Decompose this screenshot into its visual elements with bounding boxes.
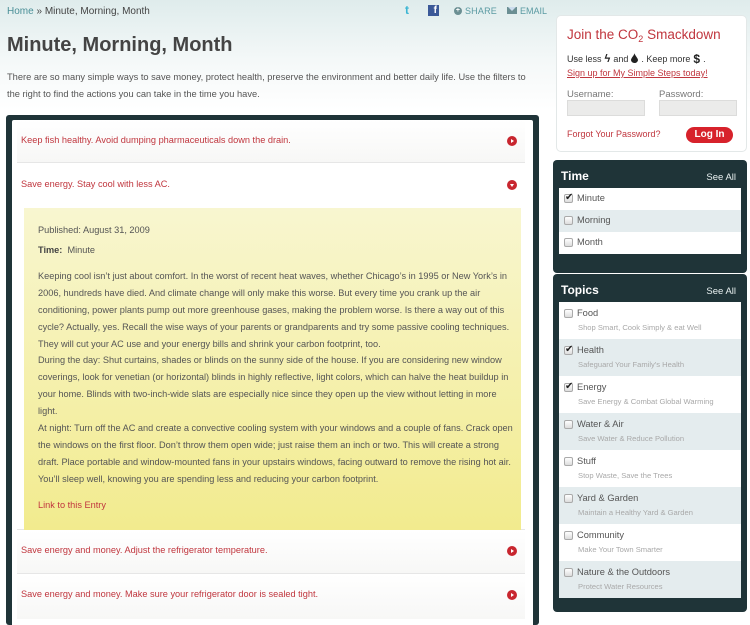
time-options [559, 188, 741, 254]
detail-paragraph: Keeping cool isn’t just about comfort. In the worst of recent heat waves, whether Chicago’s in 1995 or New York’s in 2006, hundreds have died. And climate change will only make this worse. But every time you crank up the air conditioning, power plants pump out more greenhouse gases, making the problem worse. Is there a way out of this cycle? Actually, yes. Recall the wise ways of your parents or grandparents and try some passive cooling techniques. They will cut your AC use and your energy bills and shrink your carbon footprint, too. [38, 271, 510, 350]
option-subtitle: Shop Smart, Cook Simply & eat Well [578, 323, 702, 332]
login-button[interactable]: Log In [686, 127, 733, 143]
option-label: Water & Air [577, 419, 624, 429]
join-smackdown-title [567, 27, 721, 44]
option-label: Month [577, 237, 603, 247]
title-subscript: 2 [638, 34, 644, 44]
username-input[interactable] [567, 100, 645, 116]
page-title: Minute, Morning, Month [7, 34, 233, 56]
option-subtitle: Maintain a Healthy Yard & Garden [578, 508, 693, 517]
topic-option-stuff[interactable] [559, 450, 741, 487]
share-label: SHARE [464, 5, 497, 16]
list-item[interactable] [17, 574, 525, 619]
option-label: Stuff [577, 456, 596, 466]
see-all-link[interactable]: See All [706, 172, 736, 183]
time-filter-panel [553, 160, 747, 273]
panel-header [559, 160, 741, 188]
lightning-bolt-icon: ϟ [604, 53, 611, 65]
share-plus-icon: + [455, 6, 461, 14]
expand-arrow-icon[interactable] [507, 590, 517, 600]
option-label: Health [577, 345, 604, 355]
topic-option-food[interactable] [559, 302, 741, 339]
time-value: Minute [67, 245, 96, 255]
share-button[interactable] [454, 6, 497, 16]
password-label: Password: [659, 89, 704, 100]
expand-arrow-icon[interactable] [507, 546, 517, 556]
actions-list-frame [6, 115, 539, 625]
detail-paragraph: At night: Turn off the AC and create a convective cooling system with your windows and a couple of fans. Crack open the windows on the first floor. Don’t throw them open wide; just raise them an inch or two. This will create a strong draft. Place portable and window-mounted fans in your upstairs windows, facing outward to remove the rising hot air. You’ll sleep well, knowing you are spending less and reducing your carbon footprint. [38, 423, 513, 485]
option-label: Minute [577, 193, 605, 203]
breadcrumb-separator: » [33, 6, 45, 17]
checkbox[interactable] [564, 457, 573, 466]
share-tools [405, 5, 547, 16]
intro-text: There are so many simple ways to save money, protect health, preserve the environment and better daily life. Use the filters to the right to find the actions you can take in the time you have. [7, 72, 526, 99]
checkbox-checked[interactable]: ✔ [565, 344, 574, 355]
checkbox[interactable] [564, 216, 573, 225]
option-label: Energy [577, 382, 607, 392]
option-label: Yard & Garden [577, 493, 639, 503]
username-label: Username: [567, 89, 614, 100]
breadcrumb [7, 6, 150, 17]
tagline [567, 52, 706, 66]
option-label: Morning [577, 215, 611, 225]
detail-paragraph: During the day: Shut curtains, shades or blinds on the sunny side of the house. If you are considering new window coverings, look for venetian (or horizontal) blinds in highly reflective, light colors, which can halve the heat buildup in your home. Blinds with two-inch-wide slats are especially nice since they open up the view without letting in more light. [38, 355, 509, 417]
breadcrumb-home-link[interactable]: Home [7, 6, 34, 17]
twitter-icon[interactable]: t [404, 3, 409, 17]
panel-title: Time [561, 169, 589, 183]
login-box [556, 15, 747, 152]
checkbox[interactable] [564, 309, 573, 318]
time-label: Time: [38, 245, 63, 255]
checkbox-checked[interactable]: ✔ [565, 192, 574, 203]
actions-list [12, 120, 533, 625]
dollar-icon: $ [693, 52, 701, 66]
option-subtitle: Save Water & Reduce Pollution [578, 434, 685, 443]
signup-link[interactable]: Sign up for My Simple Steps today! [567, 68, 708, 78]
breadcrumb-current: Minute, Morning, Month [44, 6, 150, 17]
list-item[interactable] [17, 531, 525, 574]
topics-filter-panel [553, 274, 747, 612]
checkbox[interactable] [564, 238, 573, 247]
title-part: Smackdown [643, 27, 721, 42]
topic-options [559, 302, 741, 598]
published-date: Published: August 31, 2009 [38, 225, 150, 235]
time-row [38, 245, 95, 255]
topic-option-health[interactable] [559, 339, 741, 376]
tagline-text: Use less [567, 54, 602, 64]
topic-option-energy[interactable] [559, 376, 741, 413]
checkbox[interactable] [564, 568, 573, 577]
collapse-arrow-icon[interactable] [507, 180, 517, 190]
time-option-month[interactable] [559, 232, 741, 254]
email-label: EMAIL [519, 5, 547, 16]
topic-option-yard-garden[interactable] [559, 487, 741, 524]
oil-drop-icon [631, 53, 638, 66]
checkbox[interactable] [564, 531, 573, 540]
top-bar [7, 3, 547, 20]
option-subtitle: Save Energy & Combat Global Warming [578, 397, 714, 406]
topic-option-community[interactable] [559, 524, 741, 561]
entry-detail [24, 208, 521, 530]
topic-option-nature-outdoors[interactable] [559, 561, 741, 598]
option-label: Food [577, 308, 599, 318]
option-label: Community [577, 530, 625, 540]
email-button[interactable] [507, 6, 547, 16]
item-title[interactable]: Keep fish healthy. Avoid dumping pharmaceuticals down the drain. [21, 135, 291, 145]
tagline-text: . [703, 54, 706, 64]
option-subtitle: Protect Water Resources [578, 582, 663, 591]
option-label: Nature & the Outdoors [577, 567, 671, 577]
see-all-link[interactable]: See All [706, 286, 736, 297]
topic-option-water-air[interactable] [559, 413, 741, 450]
time-option-morning[interactable] [559, 210, 741, 232]
panel-title: Topics [561, 283, 599, 297]
option-subtitle: Stop Waste, Save the Trees [578, 471, 673, 480]
panel-header [559, 274, 741, 302]
expand-arrow-icon[interactable] [507, 136, 517, 146]
item-title[interactable]: Save energy and money. Make sure your refrigerator door is sealed tight. [21, 589, 319, 599]
forgot-password-link[interactable]: Forgot Your Password? [567, 129, 661, 139]
envelope-icon [507, 7, 517, 14]
checkbox-checked[interactable]: ✔ [565, 381, 574, 392]
time-option-minute[interactable] [559, 188, 741, 210]
option-subtitle: Make Your Town Smarter [578, 545, 663, 554]
item-title[interactable]: Save energy. Stay cool with less AC. [21, 179, 170, 189]
item-title[interactable]: Save energy and money. Adjust the refrigerator temperature. [21, 545, 268, 555]
checkbox[interactable] [564, 494, 573, 503]
tagline-text: and [613, 54, 629, 64]
title-part: Join the CO [567, 27, 639, 42]
facebook-icon[interactable]: f [428, 5, 439, 16]
password-input[interactable] [659, 100, 737, 116]
tagline-text: . Keep more [641, 54, 691, 64]
link-to-entry[interactable]: Link to this Entry [38, 500, 106, 510]
list-item[interactable] [17, 120, 525, 163]
option-subtitle: Safeguard Your Family's Health [578, 360, 685, 369]
checkbox[interactable] [564, 420, 573, 429]
